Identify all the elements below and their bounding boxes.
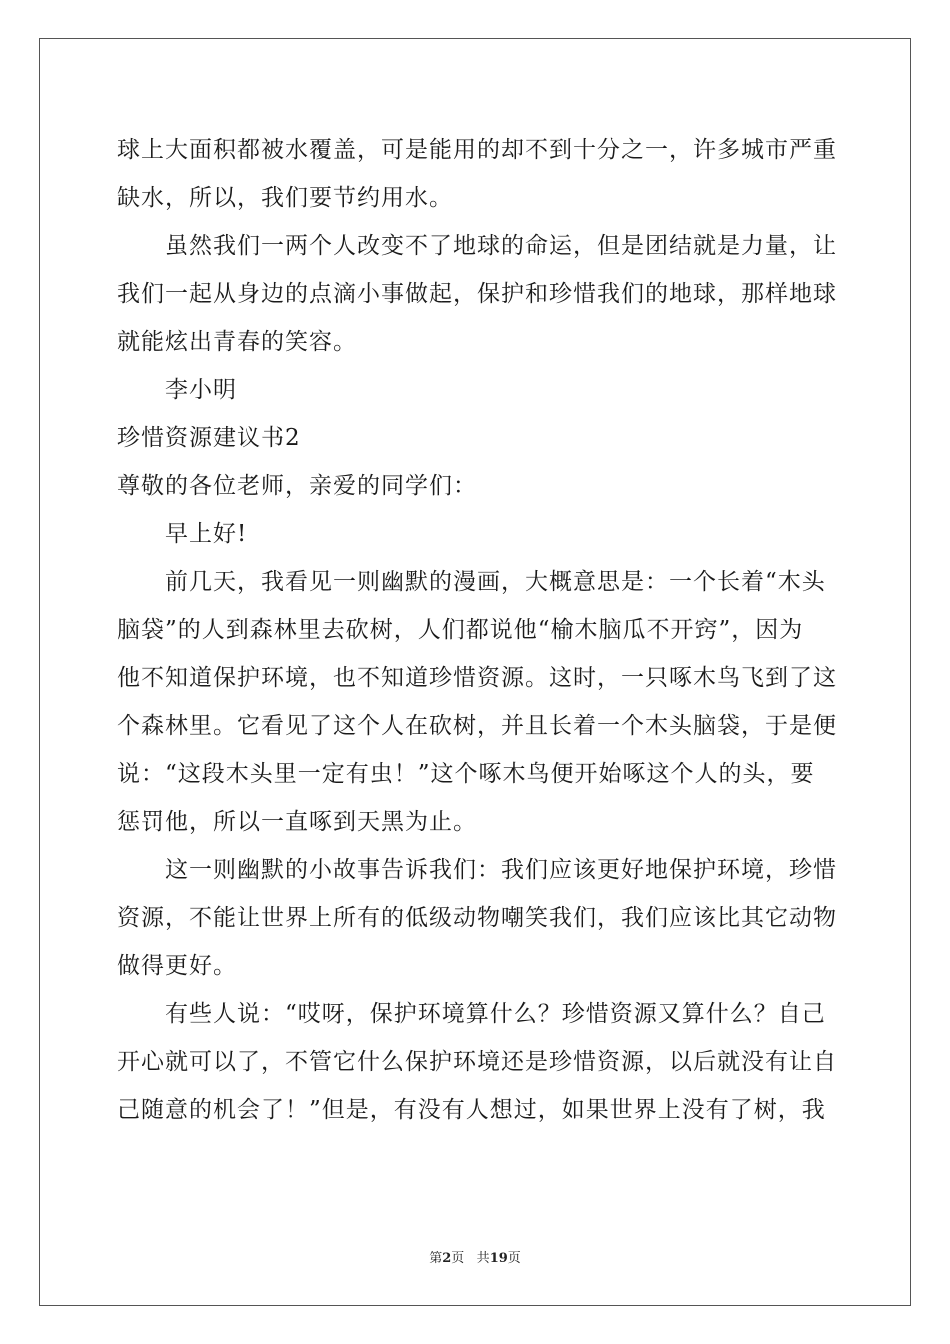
salutation: 尊敬的各位老师，亲爱的同学们： xyxy=(117,473,477,499)
greeting: 早上好! xyxy=(165,521,248,547)
text-line: 球上大面积都被水覆盖，可是能用的却不到十分之一，许多城市严重 xyxy=(117,137,837,163)
text-line: 开心就可以了，不管它什么保护环境还是珍惜资源，以后就没有让自 xyxy=(117,1049,837,1075)
text-line: 这一则幽默的小故事告诉我们：我们应该更好地保护环境，珍惜 xyxy=(165,857,837,883)
text-line: 资源，不能让世界上所有的低级动物嘲笑我们，我们应该比其它动物 xyxy=(117,905,837,931)
signature-name: 李小明 xyxy=(165,377,237,403)
text-line: 脑袋”的人到森林里去砍树，人们都说他“榆木脑瓜不开窍”，因为 xyxy=(117,617,804,643)
text-line: 缺水，所以，我们要节约用水。 xyxy=(117,185,453,211)
text-line: 我们一起从身边的点滴小事做起，保护和珍惜我们的地球，那样地球 xyxy=(117,281,837,307)
page-number: 2 xyxy=(442,1251,452,1266)
text-line: 己随意的机会了！”但是，有没有人想过，如果世界上没有了树，我 xyxy=(117,1097,826,1123)
text-line: 惩罚他，所以一直啄到天黑为止。 xyxy=(117,809,477,835)
text-line: 虽然我们一两个人改变不了地球的命运，但是团结就是力量，让 xyxy=(165,233,837,259)
text-line: 做得更好。 xyxy=(117,953,237,979)
document-body xyxy=(117,126,837,1134)
total-pages: 19 xyxy=(489,1251,508,1266)
page-prefix: 第 xyxy=(429,1251,443,1266)
text-line: 个森林里。它看见了这个人在砍树，并且长着一个木头脑袋，于是便 xyxy=(117,713,837,739)
text-line: 前几天，我看见一则幽默的漫画，大概意思是：一个长着“木头 xyxy=(165,569,826,595)
section-title: 珍惜资源建议书2 xyxy=(117,425,301,451)
text-line: 就能炫出青春的笑容。 xyxy=(117,329,357,355)
text-line: 他不知道保护环境，也不知道珍惜资源。这时，一只啄木鸟飞到了这 xyxy=(117,665,837,691)
page-suffix: 页 xyxy=(451,1251,465,1266)
text-line: 说：“这段木头里一定有虫！”这个啄木鸟便开始啄这个人的头，要 xyxy=(117,761,815,787)
total-suffix: 页 xyxy=(507,1251,521,1266)
text-line: 有些人说：“哎呀，保护环境算什么？珍惜资源又算什么？自己 xyxy=(165,1001,826,1027)
page-footer xyxy=(0,1247,950,1266)
total-prefix: 共 xyxy=(476,1251,490,1266)
